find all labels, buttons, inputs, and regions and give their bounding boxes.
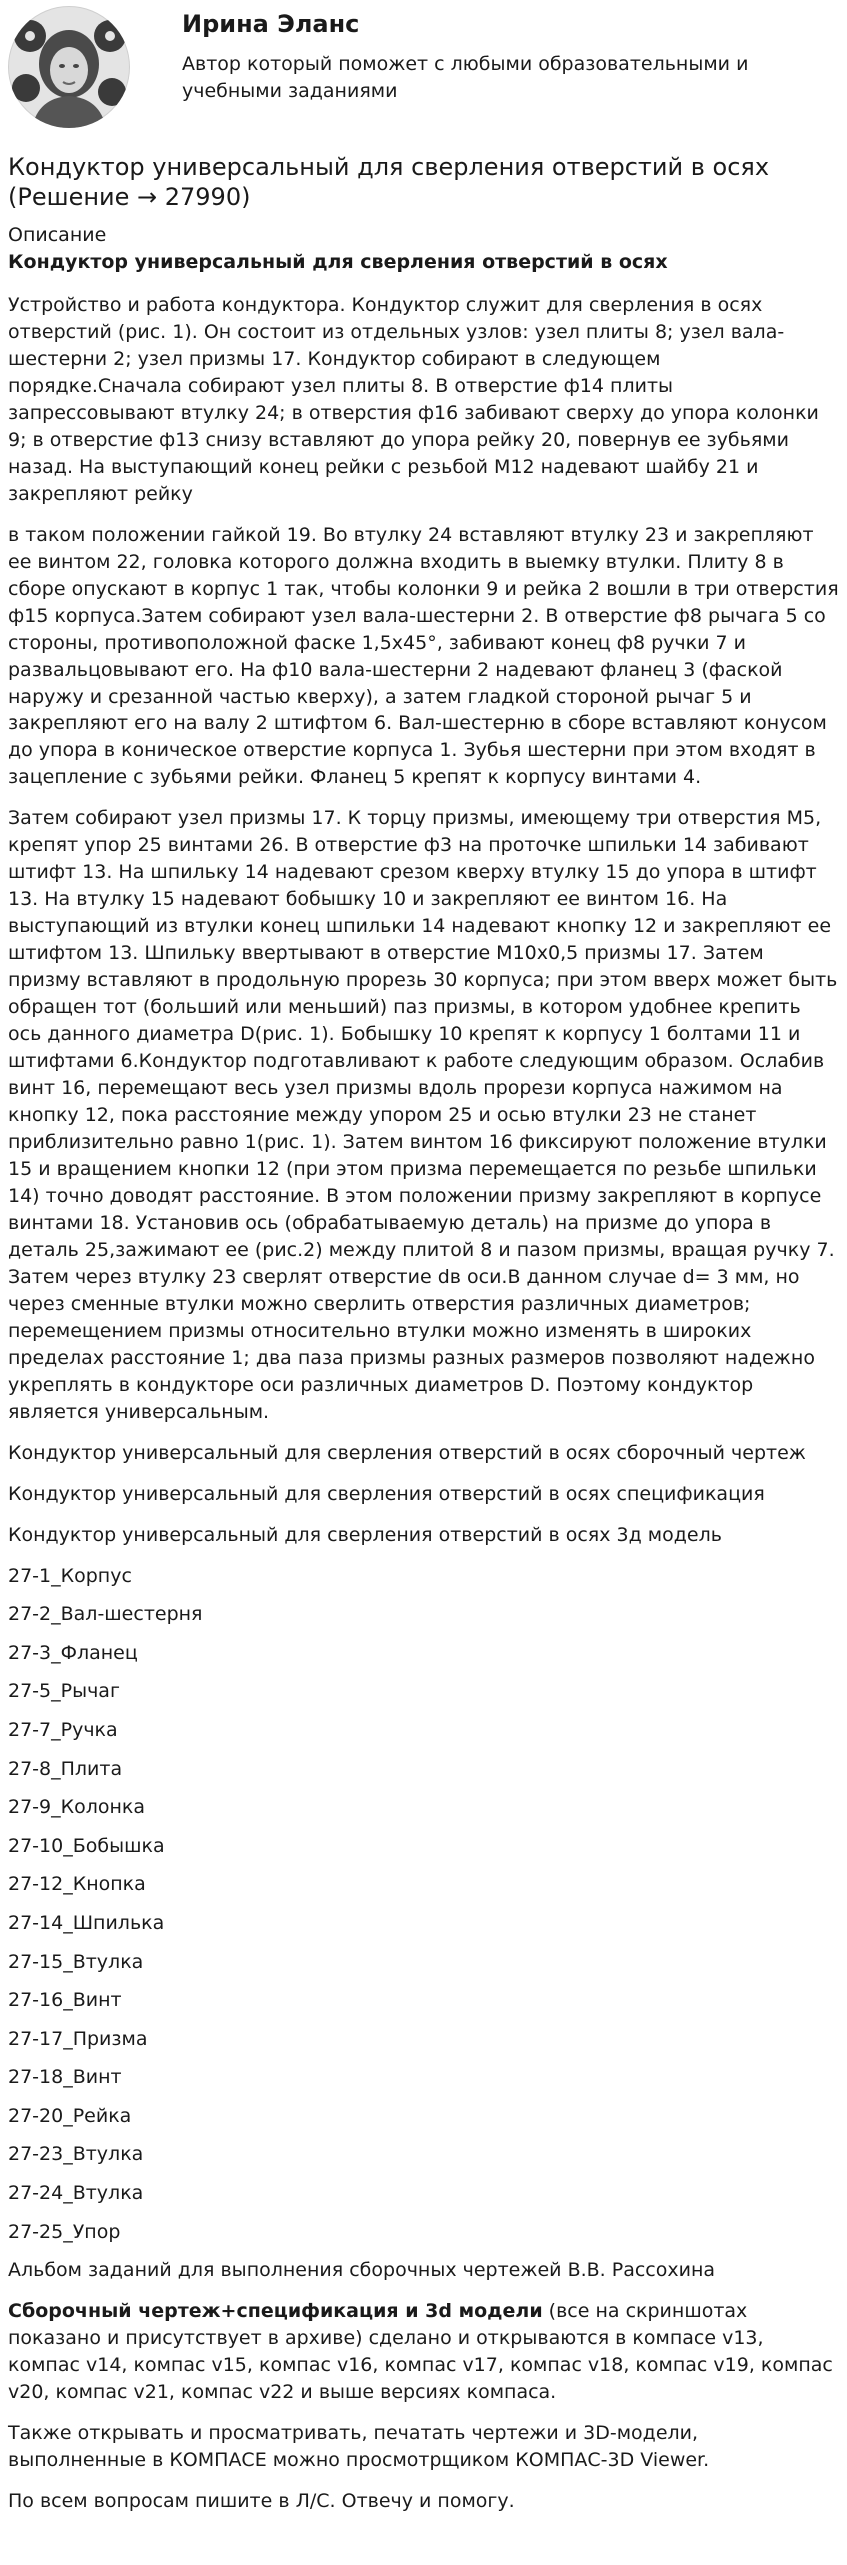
parts-list-item: 27-18_Винт	[8, 2066, 122, 2089]
author-name[interactable]: Ирина Эланс	[182, 10, 360, 38]
avatar-image	[8, 6, 130, 128]
paragraph: в таком положении гайкой 19. Во втулку 24 вставляют втулку 23 и закрепляют ее винтом 22, головка которого должна входить в выемку втулки. Плиту 8 в сборе опускают в корпус 1 так, чтобы колонки 9 и рейка 2 вошли в три отверстия ф15 корпуса.Затем собирают узел вала-шестерни 2. В отверстие ф8 рычага 5 со стороны, противоположной фаске 1,5x45°, забивают конец ф8 ручки 7 и развальцовывают его. На ф10 вала-шестерни 2 надевают фланец 3 (фаской наружу и срезанной частью кверху), а затем гладкой стороной рычаг 5 и закрепляют его на валу 2 штифтом 6. Вал-шестерню в сборе вставляют конусом до упора в коническое отверстие корпуса 1. Зубья шестерни при этом входят в зацепление с зубьями рейки. Фланец 5 крепят к корпусу винтами 4.	[8, 523, 839, 789]
parts-list-item: 27-14_Шпилька	[8, 1911, 165, 1934]
author-description: Автор который поможет с любыми образовательными и учебными заданиями	[182, 52, 749, 103]
paragraph: Устройство и работа кондуктора. Кондуктор служит для сверления в осях отверстий (рис. 1). Он состоит из отдельных узлов: узел плиты 8; узел вала-шестерни 2; узел призмы 17. Кондуктор собирают в следующем порядке.Сначала собирают узел плиты 8. В отверстие ф14 плиты запрессовывают втулку 24; в отверстия ф16 забивают сверху до упора колонки 9; в отверстие ф13 снизу вставляют до упора рейку 20, повернув ее зубьями назад. На выступающий конец рейки с резьбой М12 надевают шайбу 21 и закрепляют рейку	[8, 293, 819, 505]
parts-list	[8, 1563, 839, 2246]
parts-list-item: 27-10_Бобышка	[8, 1834, 165, 1857]
parts-list-item: 27-25_Упор	[8, 2220, 121, 2243]
footer-rest-text: (все на скриншотах показано и присутствует в архиве) сделано и открываются в компасе v13, компас v14, компас v15, компас v16, компас v17, компас v18, компас v19, компас v20, компас v21, компас v22 и выше версиях компаса.	[8, 2300, 833, 2404]
author-info	[182, 6, 802, 106]
parts-list-item: 27-5_Рычаг	[8, 1680, 120, 1703]
parts-list-item: 27-7_Ручка	[8, 1718, 118, 1741]
parts-list-item: 27-20_Рейка	[8, 2104, 132, 2127]
parts-list-item: 27-3_Фланец	[8, 1641, 138, 1664]
parts-list-item: 27-15_Втулка	[8, 1950, 144, 1973]
parts-list-item: 27-24_Втулка	[8, 2182, 144, 2205]
footer-paragraph	[8, 2298, 839, 2406]
parts-list-item: 27-16_Винт	[8, 1989, 122, 2012]
author-avatar[interactable]	[8, 6, 130, 128]
description-heading: Кондуктор универсальный для сверления отверстий в осях	[8, 250, 668, 273]
description-label: Описание	[8, 224, 107, 246]
paragraph: Затем собирают узел призмы 17. К торцу призмы, имеющему три отверстия М5, крепят упор 25 винтами 26. В отверстие ф3 на проточке шпильки 14 забивают штифт 13. На шпильку 14 надевают срезом кверху втулку 15 до упора в штифт 13. На втулку 15 надевают бобышку 10 и закрепляют ее винтом 16. На выступающий из втулки конец шпильки 14 надевают кнопку 12 и закрепляют ее штифтом 13. Шпильку ввертывают в отверстие М10х0,5 призмы 17. Затем призму вставляют в продольную прорезь 30 корпуса; при этом вверх может быть обращен тот (больший или меньший) паз призмы, в котором удобнее крепить ось данного диаметра D(рис. 1). Бобышку 10 крепят к корпусу 1 болтами 11 и штифтами 6.Кондуктор подготавливают к работе следующим образом. Ослабив винт 16, перемещают весь узел призмы вдоль прорези корпуса нажимом на кнопку 12, пока расстояние между упором 25 и осью втулки 23 не станет приблизительно равно 1(рис. 1). Затем винтом 16 фиксируют положение втулки 15 и вращением кнопки 12 (при этом призма перемещается по резьбе шпильки 14) точно доводят расстояние. В этом положении призму закрепляют в корпусе винтами 18. Установив ось (обрабатываемую деталь) на призме до упора в деталь 25,зажимают ее (рис.2) между плитой 8 и пазом призмы, вращая ручку 7. Затем через втулку 23 сверлят отверстие dв оси.В данном случае d= 3 мм, но через сменные втулки можно сверлить отверстия различных диаметров; перемещением призмы относительно втулки можно изменять в широких пределах расстояние 1; два паза призмы разных размеров позволяют надежно укреплять в кондукторе оси различных диаметров D. Поэтому кондуктор является универсальным.	[8, 807, 838, 1423]
parts-list-item: 27-1_Корпус	[8, 1564, 132, 1587]
contact-note: По всем вопросам пишите в Л/С. Отвечу и помогу.	[8, 2490, 515, 2513]
specification-line: Кондуктор универсальный для сверления отверстий в осях спецификация	[8, 1482, 765, 1505]
assembly-drawing-line: Кондуктор универсальный для сверления отверстий в осях сборочный чертеж	[8, 1441, 806, 1464]
parts-list-item: 27-8_Плита	[8, 1757, 123, 1780]
3d-model-line: Кондуктор универсальный для сверления отверстий в осях 3д модель	[8, 1523, 722, 1546]
footer-bold-text: Сборочный чертеж+спецификация и 3d модели	[8, 2300, 543, 2323]
parts-list-item: 27-23_Втулка	[8, 2143, 144, 2166]
album-line: Альбом заданий для выполнения сборочных чертежей В.В. Рассохина	[8, 2259, 716, 2282]
parts-list-item: 27-12_Кнопка	[8, 1873, 146, 1896]
parts-list-item: 27-17_Призма	[8, 2027, 148, 2050]
parts-list-item: 27-9_Колонка	[8, 1796, 146, 1819]
viewer-note: Также открывать и просматривать, печатать чертежи и 3D-модели, выполненные в КОМПАСЕ можно просмотрщиком КОМПАС-3D Viewer.	[8, 2422, 710, 2472]
parts-list-item: 27-2_Вал-шестерня	[8, 1603, 203, 1626]
page-title: Кондуктор универсальный для сверления отверстий в осях (Решение → 27990)	[8, 153, 770, 211]
author-card	[8, 0, 839, 138]
